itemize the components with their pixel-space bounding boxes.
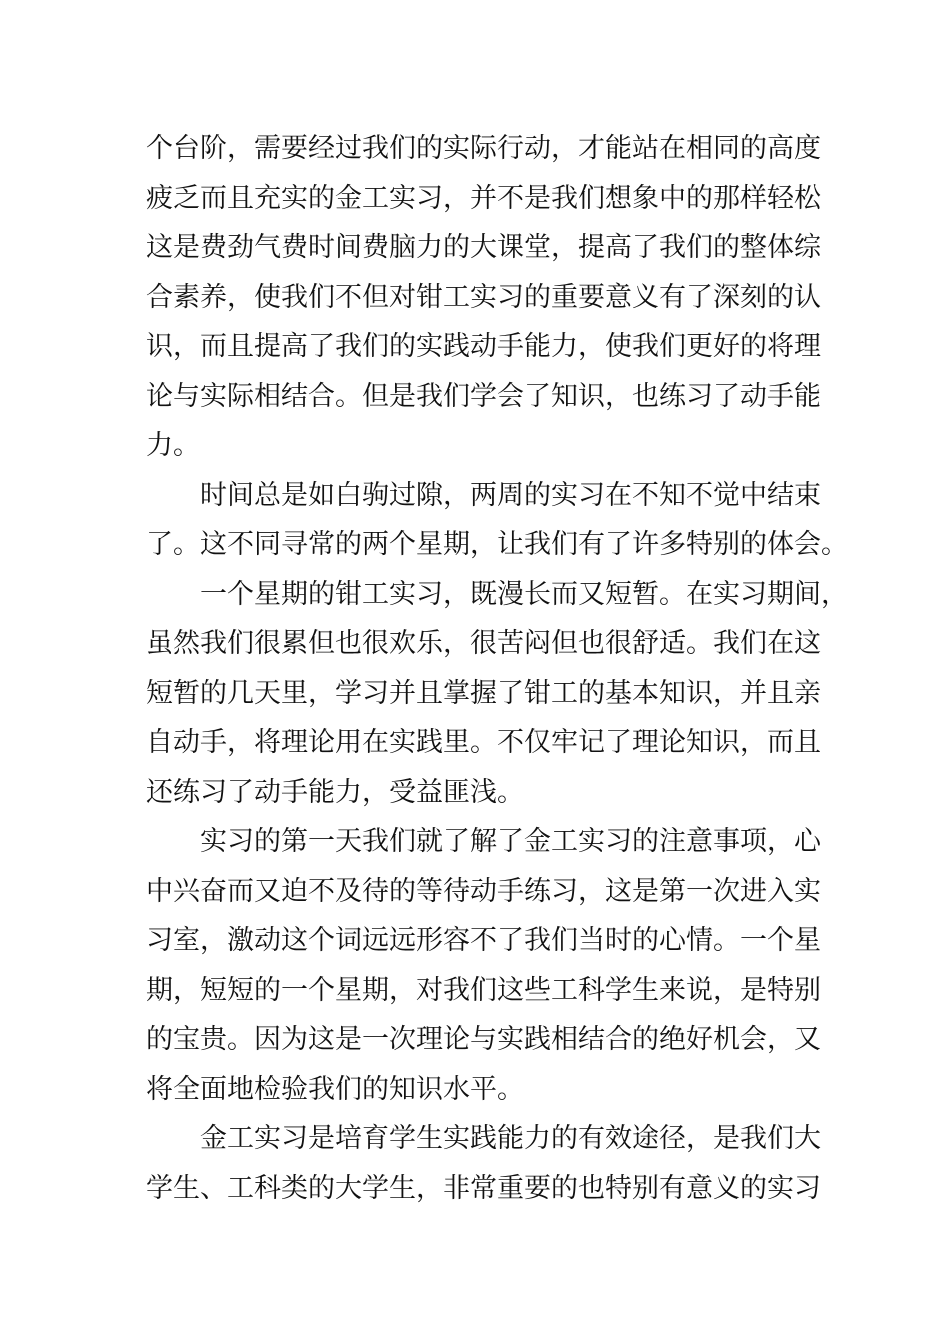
text-line: 学生、工科类的大学生，非常重要的也特别有意义的实习 [146,1172,821,1204]
text-line: 这是费劲气费时间费脑力的大课堂，提高了我们的整体综 [146,232,821,263]
text-line: 虽然我们很累但也很欢乐，很苦闷但也很舒适。我们在这 [146,628,821,659]
text-line: 的宝贵。因为这是一次理论与实践相结合的绝好机会，又 [146,1024,821,1055]
text-line: 金工实习是培育学生实践能力的有效途径，是我们大 [200,1123,821,1154]
text-line: 疲乏而且充实的金工实习，并不是我们想象中的那样轻松 [146,182,821,214]
text-line: 短暂的几天里，学习并且掌握了钳工的基本知识，并且亲 [146,677,821,709]
text-line: 了。这不同寻常的两个星期，让我们有了许多特别的体会。 [146,529,848,560]
text-line: 个台阶，需要经过我们的实际行动，才能站在相同的高度 [146,133,821,164]
text-line: 一个星期的钳工实习，既漫长而又短暂。在实习期间， [200,578,848,610]
text-line: 自动手，将理论用在实践里。不仅牢记了理论知识，而且 [146,727,821,758]
text-line: 将全面地检验我们的知识水平。 [146,1073,524,1105]
text-line: 时间总是如白驹过隙，两周的实习在不知不觉中结束 [200,479,821,511]
text-line: 力。 [146,430,200,461]
text-line: 还练习了动手能力，受益匪浅。 [146,776,524,808]
text-line: 实习的第一天我们就了解了金工实习的注意事项，心 [200,826,821,857]
text-line: 合素养，使我们不但对钳工实习的重要意义有了深刻的认 [146,281,821,313]
body-text [146,124,848,1213]
text-line: 论与实际相结合。但是我们学会了知识，也练习了动手能 [146,380,821,412]
text-line: 识，而且提高了我们的实践动手能力，使我们更好的将理 [146,331,821,362]
text-line: 习室，激动这个词远远形容不了我们当时的心情。一个星 [146,925,821,956]
text-line: 中兴奋而又迫不及待的等待动手练习，这是第一次进入实 [146,875,821,907]
text-line: 期，短短的一个星期，对我们这些工科学生来说，是特别 [146,974,821,1006]
